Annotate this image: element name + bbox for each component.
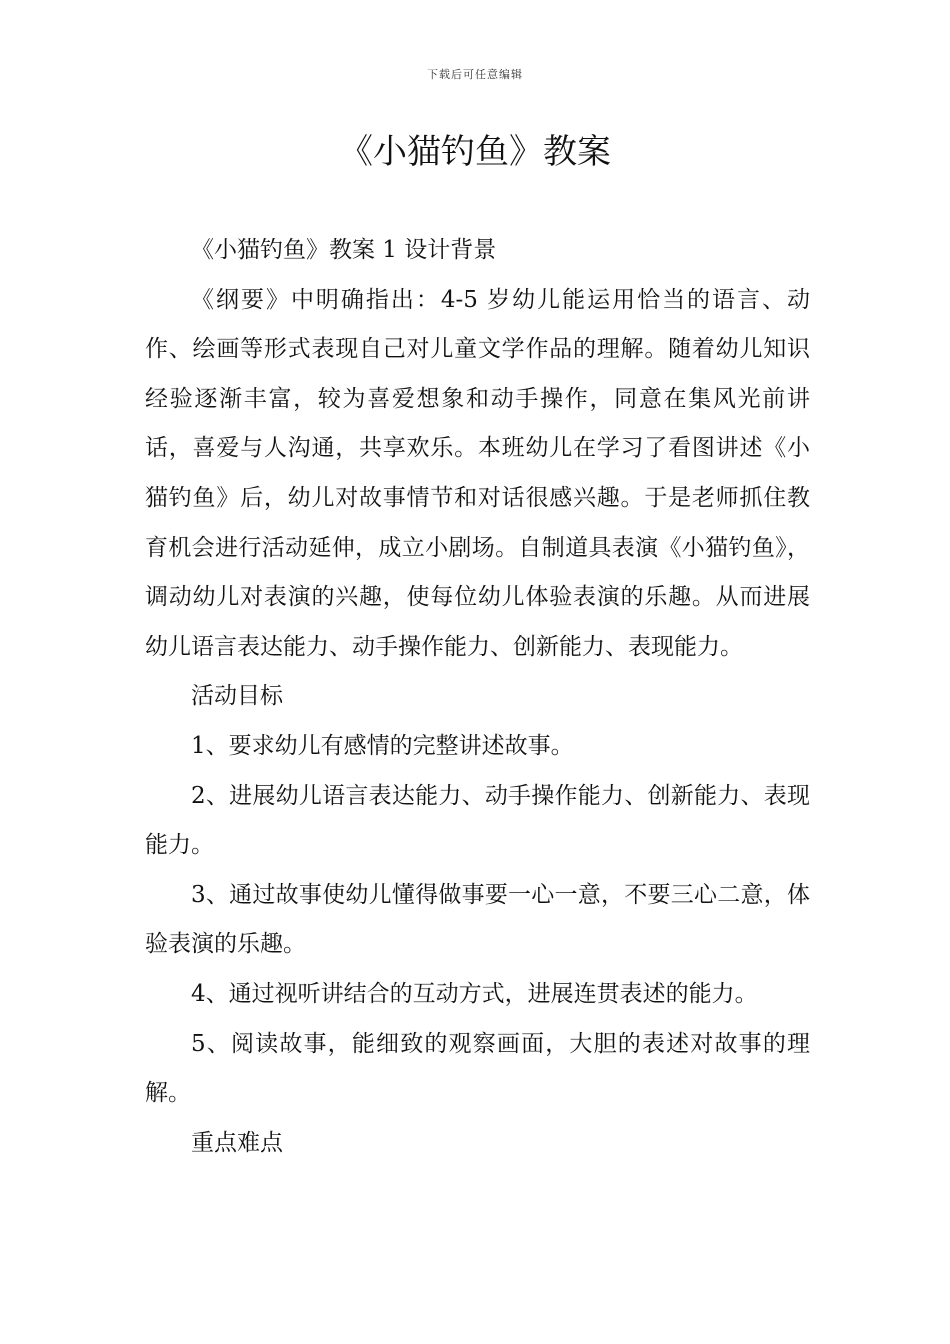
goal-item-5: 5、阅读故事，能细致的观察画面，大胆的表述对故事的理解。 — [145, 1030, 810, 1107]
document-body — [145, 226, 810, 1168]
section-heading-key-points: 重点难点 — [191, 1129, 283, 1156]
goal-item-3: 3、通过故事使幼儿懂得做事要一心一意，不要三心二意，体验表演的乐趣。 — [145, 881, 810, 958]
section-heading-background: 《小猫钓鱼》教案 1 设计背景 — [191, 237, 497, 263]
header-note: 下载后可任意编辑 — [427, 68, 523, 81]
paragraph-background: 《纲要》中明确指出：4-5 岁幼儿能运用恰当的语言、动作、绘画等形式表现自己对儿童文学作品的理解。随着幼儿知识经验逐渐丰富，较为喜爱想象和动手操作，同意在集风光前讲话，喜爱与人沟通，共享欢乐。本班幼儿在学习了看图讲述《小猫钓鱼》后，幼儿对故事情节和对话很感兴趣。于是老师抓住教育机会进行活动延伸，成立小剧场。自制道具表演《小猫钓鱼》，调动幼儿对表演的兴趣，使每位幼儿体验表演的乐趣。从而进展幼儿语言表达能力、动手操作能力、创新能力、表现能力。 — [145, 286, 810, 660]
section-heading-goals: 活动目标 — [191, 683, 283, 710]
document-title: 《小猫钓鱼》教案 — [339, 132, 611, 172]
goal-item-4: 4、通过视听讲结合的互动方式，进展连贯表述的能力。 — [191, 980, 758, 1007]
goal-item-2: 2、进展幼儿语言表达能力、动手操作能力、创新能力、表现能力。 — [145, 782, 810, 859]
goal-item-1: 1、要求幼儿有感情的完整讲述故事。 — [191, 732, 574, 759]
